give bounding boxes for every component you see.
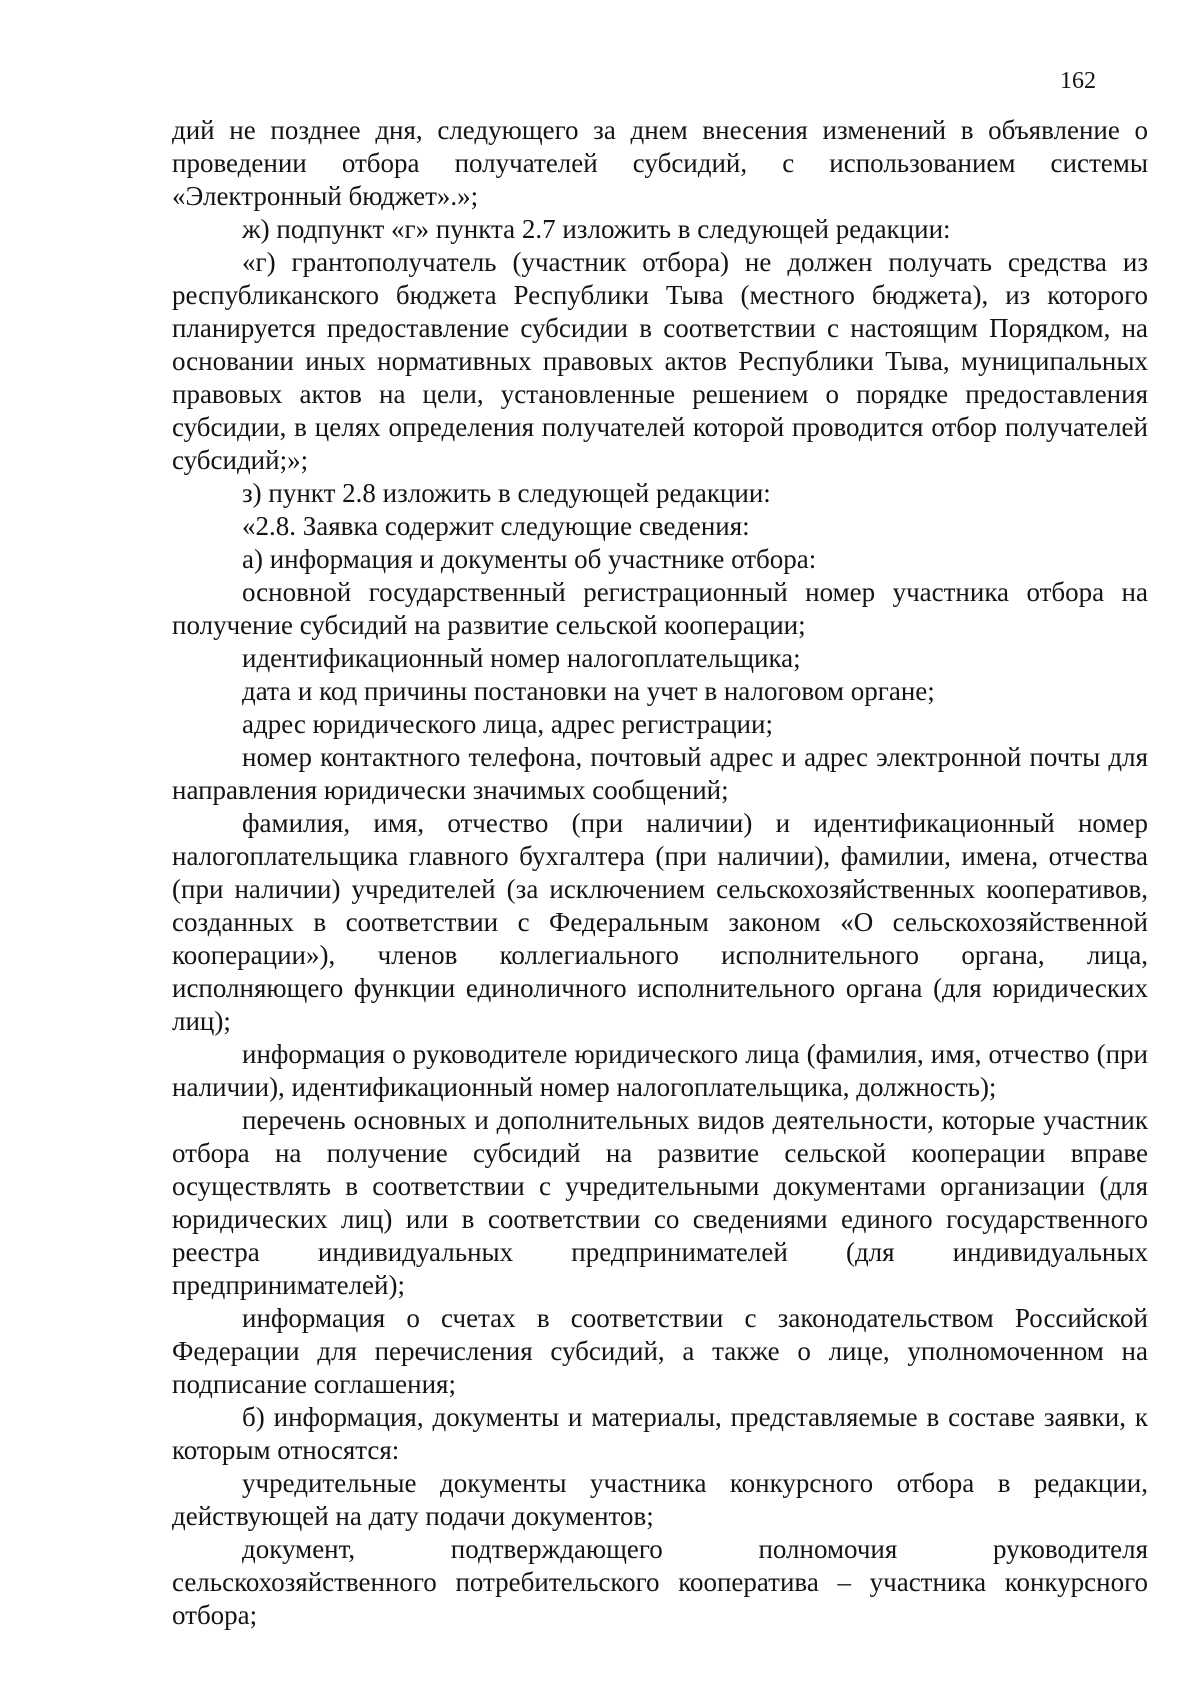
paragraph-item-a: а) информация и документы об участнике отбора: bbox=[242, 544, 817, 574]
paragraph-list-item: учредительные документы участника конкурсного отбора в редакции, действующей на дату подачи документов; bbox=[172, 1468, 1148, 1531]
paragraph-item-b: б) информация, документы и материалы, представляемые в составе заявки, к которым относятся: bbox=[172, 1402, 1148, 1465]
page-number: 162 bbox=[1060, 68, 1096, 94]
paragraph-list-item: информация о руководителе юридического лица (фамилия, имя, отчество (при наличии), идентификационный номер налогоплательщика, должность); bbox=[172, 1039, 1148, 1102]
paragraph-list-item: дата и код причины постановки на учет в налоговом органе; bbox=[242, 676, 935, 706]
paragraph-subitem-g-text: «г) грантополучатель (участник отбора) не должен получать средства из республиканского бюджета Республики Тыва (местного бюджета), из которого планируется предоставление субсидии в соответствии с настоящим Порядком, на основании иных нормативных правовых актов Республики Тыва, муниципальных правовых актов на цели, установленные решением о порядке предоставления субсидии, в целях определения получателей которой проводится отбор получателей субсидий;»; bbox=[172, 247, 1148, 475]
paragraph-list-item: основной государственный регистрационный номер участника отбора на получение субсидий на развитие сельской кооперации; bbox=[172, 577, 1148, 640]
paragraph-list-item: информация о счетах в соответствии с законодательством Российской Федерации для перечисления субсидий, а также о лице, уполномоченном на подписание соглашения; bbox=[172, 1303, 1148, 1399]
paragraph-clause-2-8: «2.8. Заявка содержит следующие сведения: bbox=[242, 511, 750, 541]
paragraph-list-item: перечень основных и дополнительных видов деятельности, которые участник отбора на получение субсидий на развитие сельской кооперации вправе осуществлять в соответствии с учредительными документами организации (для юридических лиц) или в соответствии со сведениями единого государственного реестра индивидуальных предпринимателей (для индивидуальных предпринимателей); bbox=[172, 1105, 1148, 1300]
paragraph-list-item: фамилия, имя, отчество (при наличии) и идентификационный номер налогоплательщика главного бухгалтера (при наличии), фамилии, имена, отчества (при наличии) учредителей (за исключением сельскохозяйственных кооперативов, созданных в соответствии с Федеральным законом «О сельскохозяйственной кооперации»), членов коллегиального исполнительного органа, лица, исполняющего функции единоличного исполнительного органа (для юридических лиц); bbox=[172, 808, 1148, 1036]
paragraph-list-item: номер контактного телефона, почтовый адрес и адрес электронной почты для направления юридически значимых сообщений; bbox=[172, 742, 1148, 805]
paragraph-subitem-z: з) пункт 2.8 изложить в следующей редакции: bbox=[242, 478, 771, 508]
document-body bbox=[172, 114, 1148, 1632]
paragraph-continuation: дий не позднее дня, следующего за днем внесения изменений в объявление о проведении отбора получателей субсидий, с использованием системы «Электронный бюджет».»; bbox=[172, 115, 1148, 211]
paragraph-list-item: идентификационный номер налогоплательщика; bbox=[242, 643, 801, 673]
paragraph-list-item: адрес юридического лица, адрес регистрации; bbox=[242, 709, 773, 739]
paragraph-subitem-zh: ж) подпункт «г» пункта 2.7 изложить в следующей редакции: bbox=[242, 214, 951, 244]
paragraph-list-item: документ, подтверждающего полномочия руководителя сельскохозяйственного потребительского кооператива – участника конкурсного отбора; bbox=[172, 1534, 1148, 1630]
